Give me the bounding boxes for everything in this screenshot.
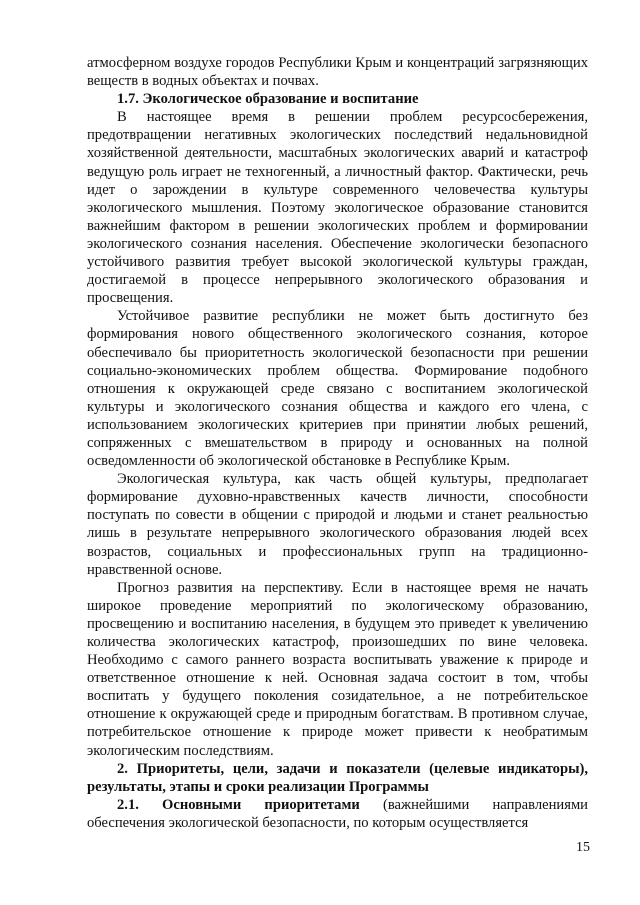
section-heading-1-7: 1.7. Экологическое образование и воспитание (117, 91, 419, 108)
paragraph-continuation: атмосферном воздухе городов Республики Крым и концентраций загрязняющих веществ в водных объектах и почвах. (87, 55, 588, 90)
paragraph: Экологическая культура, как часть общей культуры, предполагает формирование духовно-нравственных качеств личности, способности поступать по совести в общении с природой и людьми и станет реальностью лишь в результате непрерывного экологического образования людей всех возрастов, социальных и профессиональных групп на традиционно-нравственной основе. (87, 471, 588, 578)
section-heading-2: 2. Приоритеты, цели, задачи и показатели (целевые индикаторы), результаты, этапы и сроки реализации Программы (87, 760, 588, 795)
paragraph-2-1 (87, 796, 588, 832)
page-number: 15 (576, 840, 590, 855)
paragraph: В настоящее время в решении проблем ресурсосбережения, предотвращении негативных экологических последствий недальновидной хозяйственной деятельности, масштабных экологических аварий и катастроф ведущую роль играет не техногенный, а личностный фактор. Фактически, речь идет о зарождении в культуре современного человечества культуры экологического мышления. Поэтому экологическое образование становится важнейшим фактором в решении экологических проблем и формировании экологического сознания населения. Обеспечение экологически безопасного устойчивого развития требует высокой экологической культуры граждан, достигаемой в процессе непрерывного экологического образования и просвещения. (87, 109, 588, 307)
priorities-bold-text: 2.1. Основными приоритетами (117, 796, 360, 813)
paragraph: Устойчивое развитие республики не может быть достигнуто без формирования нового общественного экологического сознания, которое обеспечивало бы приоритетность экологической безопасности при решении социально-экономических проблем общества. Формирование подобного отношения к окружающей среде связано с воспитанием экологической культуры и экологического сознания общества и каждого его члена, с использованием экологических критериев при принятии любых решений, сопряженных с вмешательством в природу и основанных на полной осведомленности об экологической обстановке в Республике Крым. (87, 308, 588, 470)
priorities-text: (важнейшими направлениями обеспечения экологической безопасности, по которым осуществляется (87, 796, 588, 831)
paragraph: Прогноз развития на перспективу. Если в настоящее время не начать широкое проведение мероприятий по экологическому образованию, просвещению и воспитанию населения, в будущем это приведет к увеличению количества экологических катастроф, произошедших по вине человека. Необходимо с самого раннего возраста воспитывать уважение к природе и ответственное отношение к ней. Основная задача состоит в том, чтобы воспитать у будущего поколения созидательное, а не потребительское отношение к окружающей среде и природным богатствам. В противном случае, потребительское отношение к природе может привести к необратимым экологическим последствиям. (87, 579, 588, 759)
document-body (87, 54, 588, 832)
